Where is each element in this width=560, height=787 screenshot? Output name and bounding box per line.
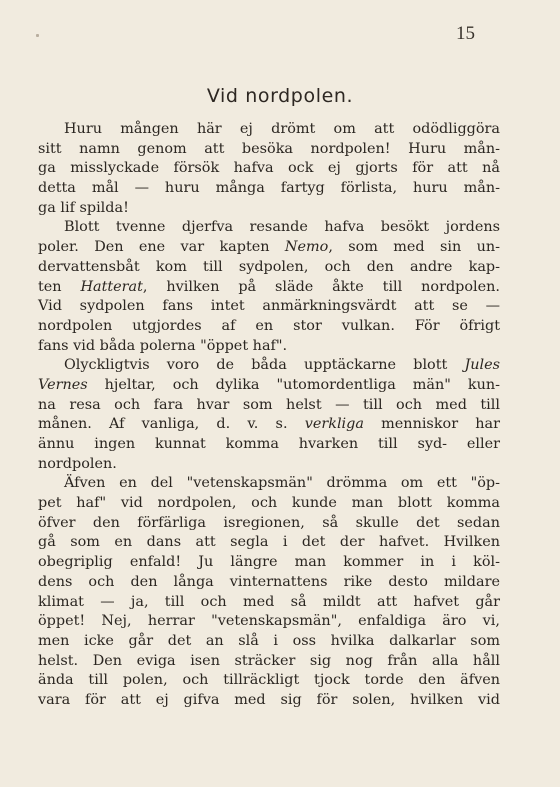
text-segment: hjeltar, och dylika "utomordentliga män" kun- bbox=[87, 376, 500, 393]
italic-name: Jules bbox=[464, 357, 500, 374]
italic-word: verkliga bbox=[304, 416, 364, 433]
text-line: ga lif spilda! bbox=[38, 199, 129, 216]
text-line: fans vid båda polerna "öppet haf". bbox=[38, 337, 288, 354]
text-segment: , hvilken på släde åkte till nordpolen. bbox=[142, 278, 500, 295]
text-line: helst. Den eviga isen sträcker sig nog från alla håll bbox=[38, 652, 500, 669]
text-line: men icke går det an slå i oss hvilka dalkarlar som bbox=[38, 632, 500, 649]
text-line: nordpolen utgjordes af en stor vulkan. För öfrigt bbox=[38, 317, 500, 334]
text-line bbox=[38, 376, 500, 396]
text-line: obegriplig enfald! Ju längre man kommer in i köl- bbox=[38, 554, 500, 571]
print-speck bbox=[36, 34, 39, 37]
text-segment: poler. Den ene var kapten bbox=[38, 239, 285, 256]
text-segment: Olyckligtvis voro de båda upptäckarne blott bbox=[64, 357, 465, 374]
italic-name: Hatterat bbox=[80, 278, 143, 295]
italic-name: Nemo bbox=[284, 239, 329, 256]
text-line: ga misslyckade försök hafva ock ej gjorts för att nå bbox=[38, 160, 500, 177]
chapter-title: Vid nordpolen. bbox=[206, 85, 354, 107]
text-line: Huru mången här ej drömt om att odödliggöra bbox=[64, 121, 500, 137]
text-line: Äfven en del "vetenskapsmän" drömma om ett "öp- bbox=[64, 475, 500, 492]
text-line: dervattensbåt kom till sydpolen, och den andre kap- bbox=[38, 258, 500, 275]
text-line: ända till polen, och tillräckligt tjock torde den äfven bbox=[38, 672, 500, 689]
text-line: pet haf" vid nordpolen, och kunde man blott komma bbox=[38, 495, 500, 512]
text-line bbox=[38, 278, 500, 298]
page-number: 15 bbox=[456, 23, 475, 44]
text-line: gå som en dans att segla i det der hafvet. Hvilken bbox=[38, 534, 500, 551]
text-line bbox=[38, 356, 500, 376]
text-segment: , som med sin un- bbox=[328, 239, 500, 256]
text-line bbox=[38, 238, 500, 258]
text-line: ännu ingen kunnat komma hvarken till syd- eller bbox=[38, 436, 500, 452]
text-segment: ten bbox=[38, 278, 81, 295]
text-segment: månen. Af vanliga, d. v. s. bbox=[38, 416, 305, 433]
text-line: klimat — ja, till och med så mildt att hafvet går bbox=[38, 593, 500, 610]
text-line: detta mål — huru många fartyg förlista, huru mån- bbox=[38, 180, 500, 197]
text-line: na resa och fara hvar som helst — till och med till bbox=[38, 396, 500, 413]
text-line: Blott tvenne djerfva resande hafva besökt jordens bbox=[64, 219, 500, 236]
text-line: dens och den långa vinternattens rike desto mildare bbox=[38, 573, 500, 590]
text-line: Vid sydpolen fans intet anmärkningsvärdt att se — bbox=[38, 298, 500, 315]
text-line: öfver den förfärliga isregionen, så skulle det sedan bbox=[38, 514, 500, 531]
text-line: vara för att ej gifva med sig för solen, hvilken vid bbox=[38, 691, 500, 708]
text-segment: menniskor har bbox=[363, 416, 500, 433]
text-line: nordpolen. bbox=[38, 455, 117, 472]
text-line bbox=[38, 415, 500, 435]
text-line: öppet! Nej, herrar "vetenskapsmän", enfaldiga äro vi, bbox=[38, 613, 500, 630]
italic-name: Vernes bbox=[38, 376, 88, 393]
body-text bbox=[38, 120, 500, 711]
text-line: sitt namn genom att besöka nordpolen! Huru mån- bbox=[38, 140, 500, 157]
